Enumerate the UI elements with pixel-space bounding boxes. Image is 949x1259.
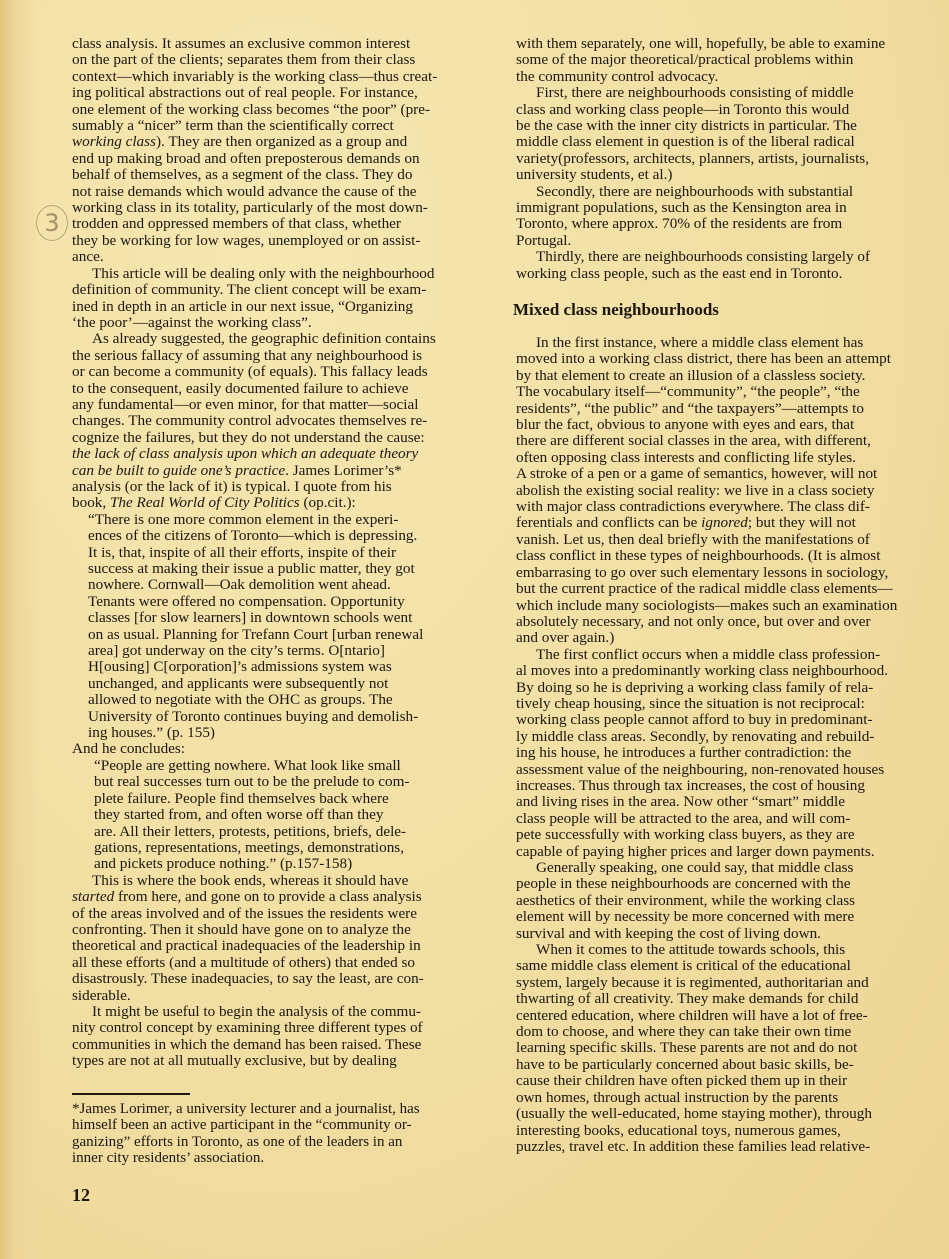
text-run: area] got underway on the city’s terms. O[ntario] [88, 642, 385, 660]
text-line [72, 397, 500, 413]
text-line [72, 1037, 500, 1053]
text-line [516, 1106, 944, 1122]
footnote-line: himself been an active participant in the “community or- [72, 1117, 412, 1134]
text-run: increases. Thus through tax increases, the cost of housing [516, 776, 865, 794]
footnote-line: ganizing” efforts in Toronto, as one of the leaders in an [72, 1133, 403, 1150]
text-line [516, 200, 944, 216]
footnote [72, 1101, 512, 1167]
text-run: In the first instance, where a middle class element has [536, 334, 864, 351]
text-run: abolish the existing social reality: we live in a class society [516, 481, 875, 499]
text-line [516, 630, 944, 646]
text-line [516, 118, 944, 134]
text-line [516, 548, 944, 564]
text-line [72, 348, 500, 364]
text-line [516, 1024, 944, 1040]
text-run: Secondly, there are neighbourhoods with substantial [536, 182, 854, 200]
text-line [516, 1040, 944, 1056]
text-run: trodden and oppressed members of that class, whether [72, 215, 401, 233]
text-run: When it comes to the attitude towards schools, this [536, 941, 846, 959]
text-run: types are not at all mutually exclusive, but by dealing [72, 1052, 397, 1070]
text-run: blur the fact, obvious to anyone with eyes and ears, that [516, 416, 855, 434]
text-run: As already suggested, the geographic definition contains [92, 330, 436, 348]
text-run: H[ousing] C[orporation]’s admissions system was [88, 658, 392, 676]
text-line [72, 610, 500, 626]
text-line [72, 824, 500, 840]
text-line [72, 413, 500, 429]
text-line [72, 955, 500, 971]
text-line [516, 614, 944, 630]
text-line [516, 729, 944, 745]
text-run: nowhere. Cornwall—Oak demolition went ahead. [88, 576, 391, 594]
text-line [72, 331, 500, 347]
text-line [516, 1073, 944, 1089]
text-line [72, 315, 500, 331]
text-line [516, 532, 944, 548]
text-run: dom to choose, and where they can take their own time [516, 1023, 852, 1041]
text-run: from here, and gone on to provide a class analysis [114, 888, 422, 906]
text-line [72, 906, 500, 922]
text-run: It might be useful to begin the analysis of the commu- [92, 1002, 421, 1020]
text-run: classes [for slow learners] in downtown schools went [88, 609, 413, 627]
text-line [72, 1053, 500, 1069]
text-run: by that element to create an illusion of a classless society. [516, 366, 866, 384]
text-line [516, 893, 944, 909]
text-run: Generally speaking, one could say, that middle class [536, 859, 854, 876]
text-line [72, 938, 500, 954]
text-line [72, 216, 500, 232]
text-run: (usually the well-educated, home staying mother), through [516, 1105, 872, 1123]
text-run: of the areas involved and of the issues the residents were [72, 904, 417, 922]
text-line [516, 1008, 944, 1024]
text-line [72, 167, 500, 183]
text-line [516, 926, 944, 942]
text-line [516, 1139, 944, 1155]
text-line [516, 134, 944, 150]
text-run: book, [72, 494, 110, 512]
text-line [72, 643, 500, 659]
text-line [72, 364, 500, 380]
text-line [72, 741, 500, 757]
text-line [516, 69, 944, 85]
text-line [516, 762, 944, 778]
text-run: A stroke of a pen or a game of semantics, however, will not [516, 465, 878, 483]
text-run: not raise demands which would advance the cause of the [72, 182, 417, 200]
text-line [72, 299, 500, 315]
text-line [516, 417, 944, 433]
text-line [516, 249, 944, 265]
text-run: interesting books, educational toys, numerous games, [516, 1121, 841, 1139]
text-run: often opposing class interests and conflicting life styles. [516, 448, 856, 466]
italic-run: the lack of class analysis upon which an adequate theory [72, 445, 419, 463]
text-run: which include many sociologists—makes such an examination [516, 596, 898, 614]
text-line [516, 433, 944, 449]
text-line [72, 807, 500, 823]
text-line [72, 545, 500, 561]
text-line [72, 758, 500, 774]
text-line [72, 495, 500, 511]
text-run: some of the major theoretical/practical problems within [516, 51, 854, 69]
italic-run: can be built to guide one’s practice [72, 461, 286, 479]
text-run: ined in depth in an article in our next issue, “Organizing [72, 297, 413, 315]
text-run: element will by necessity be more concerned with mere [516, 908, 855, 926]
text-line [72, 873, 500, 889]
text-line [516, 483, 944, 499]
text-line [516, 909, 944, 925]
text-line [516, 794, 944, 810]
text-run: “People are getting nowhere. What look like small [94, 756, 401, 774]
text-line [516, 499, 944, 515]
right-column-body [516, 335, 944, 1155]
text-run: “There is one more common element in the experi- [88, 510, 399, 528]
text-line [72, 922, 500, 938]
text-run: survival and with keeping the cost of living down. [516, 924, 821, 942]
text-line [516, 450, 944, 466]
text-run: changes. The community control advocates themselves re- [72, 412, 428, 430]
text-run: allowed to negotiate with the OHC as groups. The [88, 691, 393, 709]
text-line [516, 942, 944, 958]
text-run: they started from, and often worse off than they [94, 806, 384, 824]
text-line [72, 381, 500, 397]
text-line [516, 351, 944, 367]
text-line [516, 1123, 944, 1139]
text-run: moved into a working class district, there has been an attempt [516, 350, 891, 368]
text-run: analysis (or the lack of it) is typical. I quote from his [72, 477, 392, 495]
text-line [516, 991, 944, 1007]
text-line [72, 791, 500, 807]
text-run: University of Toronto continues buying and demolish- [88, 707, 419, 725]
text-run: capable of paying higher prices and larger down payments. [516, 842, 875, 860]
text-run: theoretical and practical inadequacies of the leadership in [72, 937, 421, 955]
text-run: university students, et al.) [516, 166, 673, 184]
text-line [72, 577, 500, 593]
text-run: vanish. Let us, then deal briefly with the manifestations of [516, 530, 870, 548]
text-line [72, 709, 500, 725]
text-run: have to be particularly concerned about basic skills, be- [516, 1055, 854, 1073]
text-line [516, 958, 944, 974]
text-run: disastrously. These inadequacies, to say the least, are con- [72, 970, 424, 988]
text-line [516, 565, 944, 581]
text-line [72, 36, 500, 52]
text-run: aesthetics of their environment, while the working class [516, 891, 856, 909]
text-line [72, 676, 500, 692]
text-run: Toronto, where approx. 70% of the residents are from [516, 215, 843, 233]
text-line [72, 233, 500, 249]
text-line [72, 988, 500, 1004]
text-run: working class people, such as the east end in Toronto. [516, 264, 843, 282]
italic-run: ignored [701, 514, 748, 532]
text-run: variety(professors, architects, planners, artists, journalists, [516, 149, 870, 167]
text-line [516, 827, 944, 843]
text-line [72, 1004, 500, 1020]
text-line [516, 581, 944, 597]
text-run: with them separately, one will, hopefully, be able to examine [516, 35, 886, 52]
text-run: The vocabulary itself—“community”, “the people”, “the [516, 383, 860, 401]
handwritten-page-annotation: 3 [36, 205, 68, 241]
italic-run: The Real World of City Politics [109, 494, 300, 512]
footnote-line: *James Lorimer, a university lecturer and a journalist, has [72, 1101, 420, 1117]
text-line [72, 266, 500, 282]
text-run: siderable. [72, 986, 131, 1004]
text-run: on the part of the clients; separates them from their class [72, 51, 416, 69]
text-run: This is where the book ends, whereas it should have [92, 871, 409, 889]
text-line [516, 876, 944, 892]
text-line [72, 282, 500, 298]
text-line [516, 811, 944, 827]
text-run: By doing so he is depriving a working class family of rela- [516, 678, 874, 696]
text-line [72, 102, 500, 118]
text-line [516, 844, 944, 860]
text-run: unchanged, and applicants were subsequently not [88, 674, 389, 692]
text-line [72, 52, 500, 68]
text-line [72, 627, 500, 643]
text-run: The first conflict occurs when a middle class profession- [536, 645, 881, 663]
text-line [72, 463, 500, 479]
text-line [72, 889, 500, 905]
text-line [516, 102, 944, 118]
text-line [516, 1057, 944, 1073]
text-run: ance. [72, 248, 104, 266]
text-line [72, 134, 500, 150]
text-line [72, 1020, 500, 1036]
text-run: one element of the working class becomes “the poor” (pre- [72, 100, 431, 118]
text-run: gations, representations, meetings, demonstrations, [94, 838, 405, 856]
text-run: nity control concept by examining three different types of [72, 1019, 423, 1037]
text-line [72, 692, 500, 708]
text-run: centered education, where children will have a lot of free- [516, 1006, 868, 1024]
text-run: First, there are neighbourhoods consisting of middle [536, 84, 854, 102]
text-run: ). They are then organized as a group and [155, 133, 408, 151]
text-run: ing political abstractions out of real people. For instance, [72, 84, 418, 102]
text-run: people in these neighbourhoods are concerned with the [516, 875, 851, 893]
text-line [72, 659, 500, 675]
text-run: ing his house, he introduces a further contradiction: the [516, 744, 852, 762]
text-line [72, 856, 500, 872]
text-line [516, 216, 944, 232]
text-run: and pickets produce nothing.” (p.157-158) [94, 855, 353, 873]
text-run: own homes, through actual instruction by the parents [516, 1088, 839, 1106]
text-line [72, 249, 500, 265]
text-line [516, 85, 944, 101]
text-run: and over again.) [516, 629, 615, 647]
text-run: Portugal. [516, 231, 572, 249]
text-run: behalf of themselves, as a segment of the class. They do [72, 166, 413, 184]
text-run: al moves into a predominantly working class neighbourhood. [516, 662, 889, 680]
text-line [516, 975, 944, 991]
text-run: there are different social classes in the area, with different, [516, 432, 871, 450]
text-run: working class in its totality, particularly of the most down- [72, 199, 428, 217]
text-run: but the current practice of the radical middle class elements— [516, 580, 893, 598]
text-run: It is, that, inspite of all their efforts, inspite of their [88, 543, 397, 561]
text-run: with major class contradictions everywhere. The class dif- [516, 498, 870, 516]
text-run: assessment value of the neighbouring, non-renovated houses [516, 760, 885, 778]
text-line [516, 167, 944, 183]
text-run: class conflict in these types of neighbourhoods. (It is almost [516, 547, 881, 565]
section-heading: Mixed class neighbourhoods [513, 300, 719, 319]
text-line [516, 151, 944, 167]
text-run: . James Lorimer’s* [285, 461, 402, 479]
text-run: confronting. Then it should have gone on to analyze the [72, 920, 411, 938]
text-line [72, 184, 500, 200]
text-line [72, 725, 500, 741]
footnote-divider [72, 1093, 190, 1095]
text-run: This article will be dealing only with the neighbourhood [92, 264, 435, 282]
text-line [516, 647, 944, 663]
text-run: communities in which the demand has been raised. These [72, 1035, 422, 1053]
text-line [72, 446, 500, 462]
text-run: (op.cit.): [299, 494, 356, 512]
text-line [516, 384, 944, 400]
text-run: thwarting of all creativity. They make demands for child [516, 990, 859, 1008]
text-line [72, 528, 500, 544]
text-line [72, 200, 500, 216]
text-run: same middle class element is critical of the educational [516, 957, 851, 975]
page-number: 12 [72, 1185, 90, 1205]
text-run: end up making broad and often preposterous demands on [72, 149, 420, 167]
text-line [516, 184, 944, 200]
text-run: immigrant populations, such as the Kensington area in [516, 199, 847, 217]
text-run: context—which invariably is the working class—thus creat- [72, 67, 438, 85]
text-run: class analysis. It assumes an exclusive common interest [72, 35, 411, 52]
text-line [516, 515, 944, 531]
text-line [516, 233, 944, 249]
text-run: be the case with the inner city districts in particular. The [516, 117, 857, 135]
text-run: the serious fallacy of assuming that any neighbourhood is [72, 346, 423, 364]
right-column-intro [516, 36, 944, 282]
text-line [516, 368, 944, 384]
text-run: sumably a “nicer” term than the scientifically correct [72, 117, 394, 135]
text-line [72, 774, 500, 790]
text-run: absolutely necessary, and not only once, but over and over [516, 612, 871, 630]
text-line [72, 512, 500, 528]
text-run: any fundamental—or even minor, for that matter—social [72, 395, 419, 413]
text-run: cause their children have often picked them up in their [516, 1072, 848, 1090]
text-run: class and working class people—in Toronto this would [516, 100, 850, 118]
text-run: are. All their letters, protests, petitions, briefs, dele- [94, 822, 407, 840]
italic-run: working class [72, 133, 156, 151]
text-run: but real successes turn out to be the prelude to com- [94, 773, 410, 791]
text-run: ; but they will not [747, 514, 856, 532]
text-run: learning specific skills. These parents are not and do not [516, 1039, 858, 1057]
text-line [516, 466, 944, 482]
text-line [516, 36, 944, 52]
text-run: Thirdly, there are neighbourhoods consisting largely of [536, 248, 871, 266]
text-run: ferentials and conflicts can be [516, 514, 702, 532]
left-column [72, 36, 500, 1070]
text-run: ences of the citizens of Toronto—which is depressing. [88, 527, 418, 545]
text-run: all these efforts (and a multitude of others) that ended so [72, 953, 416, 971]
text-run: plete failure. People find themselves back where [94, 789, 389, 807]
text-run: tively cheap housing, since the situation is not reciprocal: [516, 694, 865, 712]
text-run: cognize the failures, but they do not understand the cause: [72, 428, 425, 446]
text-run: on as usual. Planning for Trefann Court [urban renewal [88, 625, 424, 643]
text-line [72, 840, 500, 856]
text-line [516, 745, 944, 761]
text-line [516, 663, 944, 679]
text-line [72, 69, 500, 85]
text-line [72, 85, 500, 101]
text-run: embarrasing to go over such elementary lessons in sociology, [516, 563, 889, 581]
text-run: and living rises in the area. Now other “smart” middle [516, 793, 845, 811]
text-run: And he concludes: [72, 740, 186, 758]
text-run: they be working for low wages, unemployed or on assist- [72, 231, 421, 249]
text-line [72, 561, 500, 577]
text-run: class people will be attracted to the area, and will com- [516, 809, 851, 827]
text-line [72, 479, 500, 495]
text-line [516, 696, 944, 712]
text-line [516, 680, 944, 696]
text-run: ly middle class areas. Secondly, by renovating and rebuild- [516, 727, 875, 745]
text-run: ‘the poor’—against the working class”. [72, 313, 312, 331]
text-run: middle class element in question is of the liberal radical [516, 133, 855, 151]
text-line [516, 1090, 944, 1106]
text-run: working class people cannot afford to buy in predominant- [516, 711, 873, 729]
text-line [516, 712, 944, 728]
text-run: definition of community. The client concept will be exam- [72, 281, 427, 299]
footnote-line: inner city residents’ association. [72, 1150, 265, 1167]
text-line [516, 266, 944, 282]
text-line [72, 594, 500, 610]
text-line [516, 335, 944, 351]
text-line [516, 598, 944, 614]
text-run: pete successfully with working class buyers, as they are [516, 826, 855, 844]
text-run: success at making their issue a public matter, they got [88, 560, 415, 577]
text-line [72, 151, 500, 167]
text-line [516, 52, 944, 68]
text-line [72, 118, 500, 134]
italic-run: started [72, 888, 115, 906]
text-line [516, 401, 944, 417]
text-line [516, 860, 944, 876]
text-run: Tenants were offered no compensation. Opportunity [88, 592, 405, 610]
text-run: to the consequent, easily documented failure to achieve [72, 379, 409, 397]
text-line [516, 778, 944, 794]
text-run: system, largely because it is regimented, authoritarian and [516, 973, 869, 991]
text-run: residents”, “the public” and “the taxpayers”—attempts to [516, 399, 864, 417]
text-run: the community control advocacy. [516, 67, 719, 85]
text-run: or can become a community (of equals). This fallacy leads [72, 363, 428, 381]
text-line [72, 430, 500, 446]
text-run: puzzles, travel etc. In addition these families lead relative- [516, 1137, 871, 1155]
text-line [72, 971, 500, 987]
text-run: ing houses.” (p. 155) [88, 724, 215, 742]
